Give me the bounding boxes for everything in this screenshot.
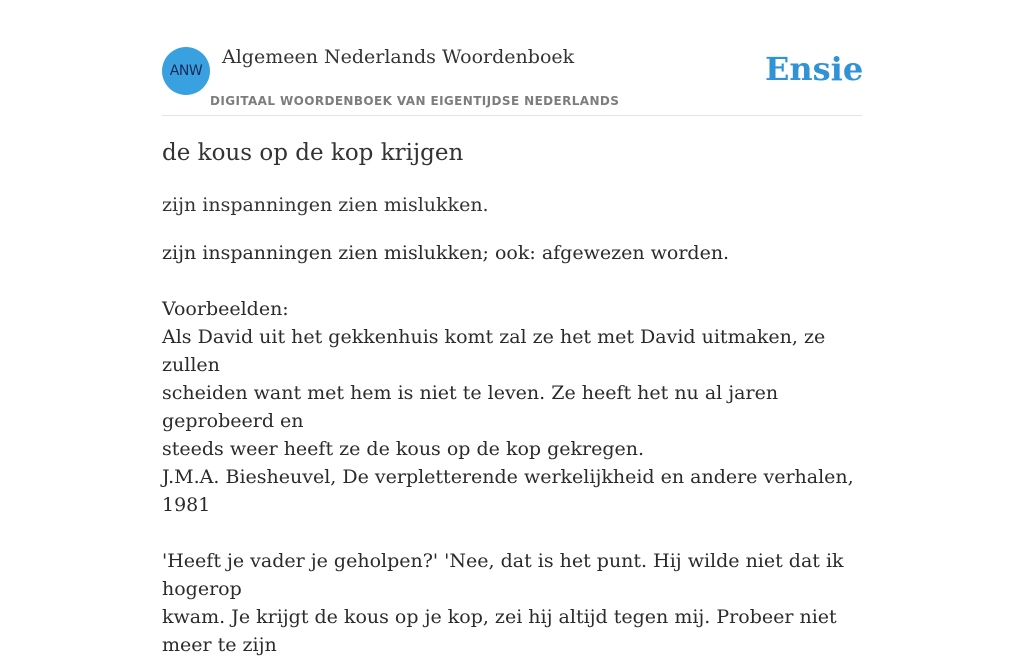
entry-term: de kous op de kop krijgen: [162, 140, 464, 166]
site-title[interactable]: Algemeen Nederlands Woordenboek: [222, 46, 575, 68]
example-2-line-2: kwam. Je krijgt de kous op je kop, zei hij altijd tegen mij. Probeer niet meer te zijn: [162, 606, 837, 656]
short-definition: zijn inspanningen zien mislukken.: [162, 194, 489, 216]
ensie-brand-logo[interactable]: Ensie: [765, 50, 864, 88]
examples-label: Voorbeelden:: [162, 298, 289, 320]
long-definition-block: [162, 239, 866, 659]
site-subtitle: DIGITAAL WOORDENBOEK VAN EIGENTIJDSE NEDERLANDS: [210, 94, 620, 108]
example-1-line-3: steeds weer heeft ze de kous op de kop gekregen.: [162, 438, 645, 460]
logo-text: ANW: [169, 63, 203, 79]
example-1-line-1: Als David uit het gekkenhuis komt zal ze het met David uitmaken, ze zullen: [162, 326, 826, 376]
long-definition: zijn inspanningen zien mislukken; ook: afgewezen worden.: [162, 242, 730, 264]
example-1-line-2: scheiden want met hem is niet te leven. Ze heeft het nu al jaren geprobeerd en: [162, 382, 779, 432]
example-2-line-1: 'Heeft je vader je geholpen?' 'Nee, dat is het punt. Hij wilde niet dat ik hogerop: [162, 550, 844, 600]
header-divider: [162, 115, 862, 116]
anw-logo[interactable]: [162, 47, 210, 95]
example-1-source: J.M.A. Biesheuvel, De verpletterende werkelijkheid en andere verhalen, 1981: [162, 466, 854, 516]
